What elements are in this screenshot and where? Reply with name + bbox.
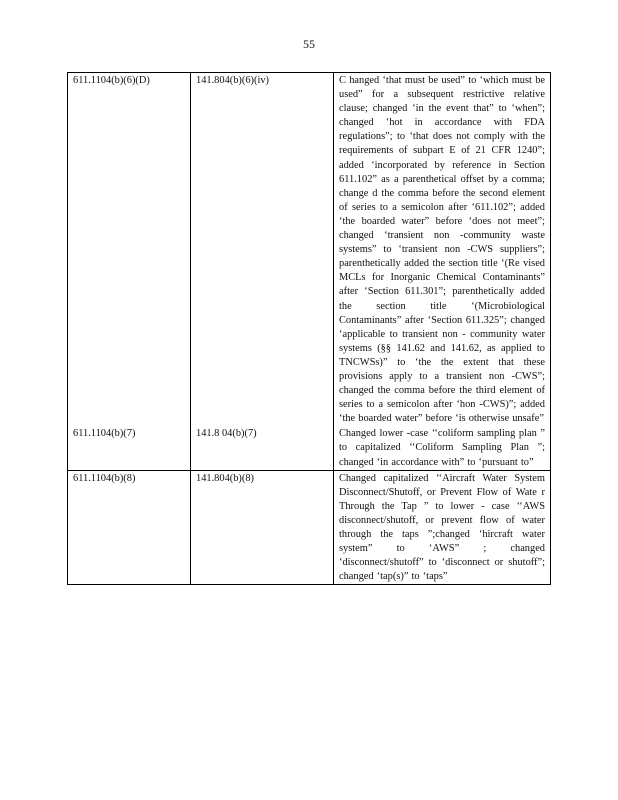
table-row [68, 470, 551, 585]
table-row [68, 426, 551, 470]
cfr-cell: 141.8 04(b)(7) [191, 426, 334, 470]
amendments-table [67, 72, 551, 585]
cfr-cell: 141.804(b)(8) [191, 470, 334, 585]
table-row [68, 73, 551, 427]
section-cell: 611.1104(b)(7) [68, 426, 191, 470]
page-number: 55 [303, 37, 315, 51]
description-cell: Changed capitalized ‘‘Aircraft Water System Disconnect/Shutoff, or Prevent Flow of Wate r Through the Tap ” to lower - case ‘‘AWS disconnect/shutoff, or prevent flow of water through the taps ”;changed ‘hircraft water system” to ‘AWS” ; changed ‘disconnect/shutoff” to ‘disconnect or shutoff”; changed ‘tap(s)” to ‘taps” [334, 470, 551, 585]
cfr-cell: 141.804(b)(6)(iv) [191, 73, 334, 427]
description-cell: Changed lower -case ‘‘coliform sampling plan ” to capitalized ‘‘Coliform Sampling Plan ”; changed ‘in accordance with” to ‘pursuant to” [334, 426, 551, 470]
description-cell: C hanged ‘that must be used” to ‘which must be used” for a subsequent restrictive relative clause; changed ‘in the event that” to ‘when”; changed ‘hot in accordance with FDA regulations”; to ‘that does not comply with the requirements of subpart E of 21 CFR 1240”; added ‘incorporated by reference in Section 611.102” as a parenthetical offset by a comma; change d the comma before the second element of series to a semicolon after ‘611.102”; added ‘the boarded water” before ‘does not meet”; changed ‘transient non -community waste systems” to ‘transient non -CWS suppliers”; parenthetically added the section title ‘(Re vised MCLs for Inorganic Chemical Contaminants” after ‘Section 611.301”; parenthetically added the section title ‘(Microbiological Contaminants” after ‘Section 611.325”; changed ‘applicable to transient non - community water systems (§§ 141.62 and 141.62, as applied to TNCWSs)” to ‘the the extent that these provisions apply to a transient non -CWS”; changed the comma before the third element of series to a semicolon after ‘hon -CWS)”; added ‘the boarded water” before ‘is otherwise unsafe” [334, 73, 551, 427]
section-cell: 611.1104(b)(6)(D) [68, 73, 191, 427]
section-cell: 611.1104(b)(8) [68, 470, 191, 585]
